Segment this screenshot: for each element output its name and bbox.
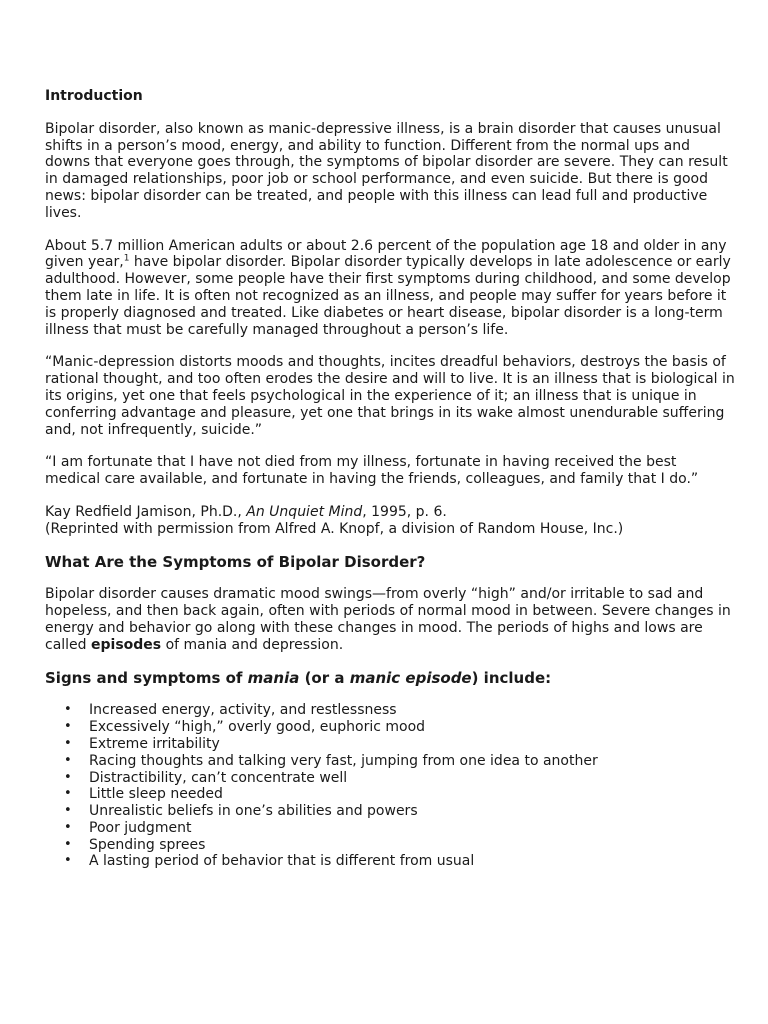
- citation-book-title: An Unquiet Mind: [246, 503, 363, 520]
- bullet-icon: •: [64, 786, 72, 802]
- list-item-text: Poor judgment: [89, 819, 192, 836]
- footnote-marker: 1: [123, 253, 130, 264]
- list-item: [45, 702, 735, 719]
- bullet-icon: •: [64, 769, 72, 785]
- list-item-text: A lasting period of behavior that is different from usual: [89, 853, 475, 870]
- list-item: [45, 837, 735, 854]
- bullet-icon: •: [64, 853, 72, 869]
- citation-author: Kay Redfield Jamison, Ph.D.,: [45, 503, 247, 520]
- citation: [45, 504, 735, 538]
- list-item-text: Little sleep needed: [89, 786, 223, 803]
- list-item: [45, 736, 735, 753]
- list-item-text: Increased energy, activity, and restlessness: [89, 702, 397, 719]
- symptoms-paragraph-part-a: Bipolar disorder causes dramatic mood swings—from overly “high” and/or irritable to sad and hopeless, and then back again, often with periods of normal mood in between. Severe changes in energy and behavior go along with these changes in mood. The periods of highs and lows are called: [45, 586, 731, 653]
- bullet-icon: •: [64, 836, 72, 852]
- list-item: [45, 719, 735, 736]
- bullet-icon: •: [64, 735, 72, 751]
- intro-paragraph-2: [45, 238, 735, 339]
- bullet-icon: •: [64, 719, 72, 735]
- mania-heading: [45, 670, 735, 687]
- intro-paragraph-2-part-b: have bipolar disorder. Bipolar disorder typically develops in late adolescence or early adulthood. However, some people have their first symptoms during childhood, and some develop them late in life. It is often not recognized as an illness, and people may suffer for years before it is properly diagnosed and treated. Like diabetes or heart disease, bipolar disorder is a long-term illness that must be carefully managed throughout a person’s life.: [45, 254, 731, 338]
- bullet-icon: •: [64, 702, 72, 718]
- list-item-text: Excessively “high,” overly good, euphoric mood: [89, 719, 426, 736]
- list-item-text: Unrealistic beliefs in one’s abilities and powers: [89, 803, 418, 820]
- mania-heading-part-a: Signs and symptoms of: [45, 668, 248, 687]
- quote-paragraph-2: “I am fortunate that I have not died from my illness, fortunate in having received the best medical care available, and fortunate in having the friends, colleagues, and family that I do.”: [45, 454, 699, 488]
- citation-permission: (Reprinted with permission from Alfred A. Knopf, a division of Random House, Inc.): [45, 520, 624, 537]
- citation-year: , 1995, p. 6.: [362, 503, 447, 520]
- list-item: [45, 820, 735, 837]
- symptoms-paragraph-bold: episodes: [91, 636, 162, 653]
- mania-heading-italic-1: mania: [247, 668, 300, 687]
- quote-paragraph-1: “Manic-depression distorts moods and thoughts, incites dreadful behaviors, destroys the basis of rational thought, and too often erodes the desire and will to live. It is an illness that is biological in its origins, yet one that feels psychological in the experience of it; an illness that is unique in conferring advantage and pleasure, yet one that brings in its wake almost unendurable suffering and, not infrequently, suicide.”: [45, 354, 735, 438]
- bullet-icon: •: [64, 803, 72, 819]
- symptoms-heading: What Are the Symptoms of Bipolar Disorder?: [45, 552, 426, 571]
- list-item: [45, 803, 735, 820]
- list-item-text: Spending sprees: [89, 836, 206, 853]
- bullet-icon: •: [64, 752, 72, 768]
- list-item: [45, 786, 735, 803]
- intro-paragraph-2-part-a: About 5.7 million American adults or about 2.6 percent of the population age 18 and older in any given year,: [45, 237, 727, 271]
- list-item-text: Distractibility, can’t concentrate well: [89, 769, 348, 786]
- list-item-text: Extreme irritability: [89, 735, 220, 752]
- introduction-heading: Introduction: [45, 88, 143, 104]
- bullet-icon: •: [64, 819, 72, 835]
- mania-symptom-list: [45, 702, 735, 870]
- intro-paragraph-1: Bipolar disorder, also known as manic-depressive illness, is a brain disorder that causes unusual shifts in a person’s mood, energy, and ability to function. Different from the normal ups and downs that everyone goes through, the symptoms of bipolar disorder are severe. They can result in damaged relationships, poor job or school performance, and even suicide. But there is good news: bipolar disorder can be treated, and people with this illness can lead full and productive lives.: [45, 120, 728, 221]
- list-item-text: Racing thoughts and talking very fast, jumping from one idea to another: [89, 752, 598, 769]
- mania-heading-part-c: ) include:: [471, 668, 552, 687]
- citation-line-1: [45, 504, 735, 521]
- list-item: [45, 753, 735, 770]
- symptoms-paragraph-part-b: of mania and depression.: [161, 636, 344, 653]
- list-item: [45, 853, 735, 870]
- mania-heading-italic-2: manic episode: [349, 668, 472, 687]
- mania-heading-part-b: (or a: [299, 668, 350, 687]
- symptoms-paragraph: [45, 586, 735, 653]
- document-page: [45, 88, 735, 870]
- list-item: [45, 770, 735, 787]
